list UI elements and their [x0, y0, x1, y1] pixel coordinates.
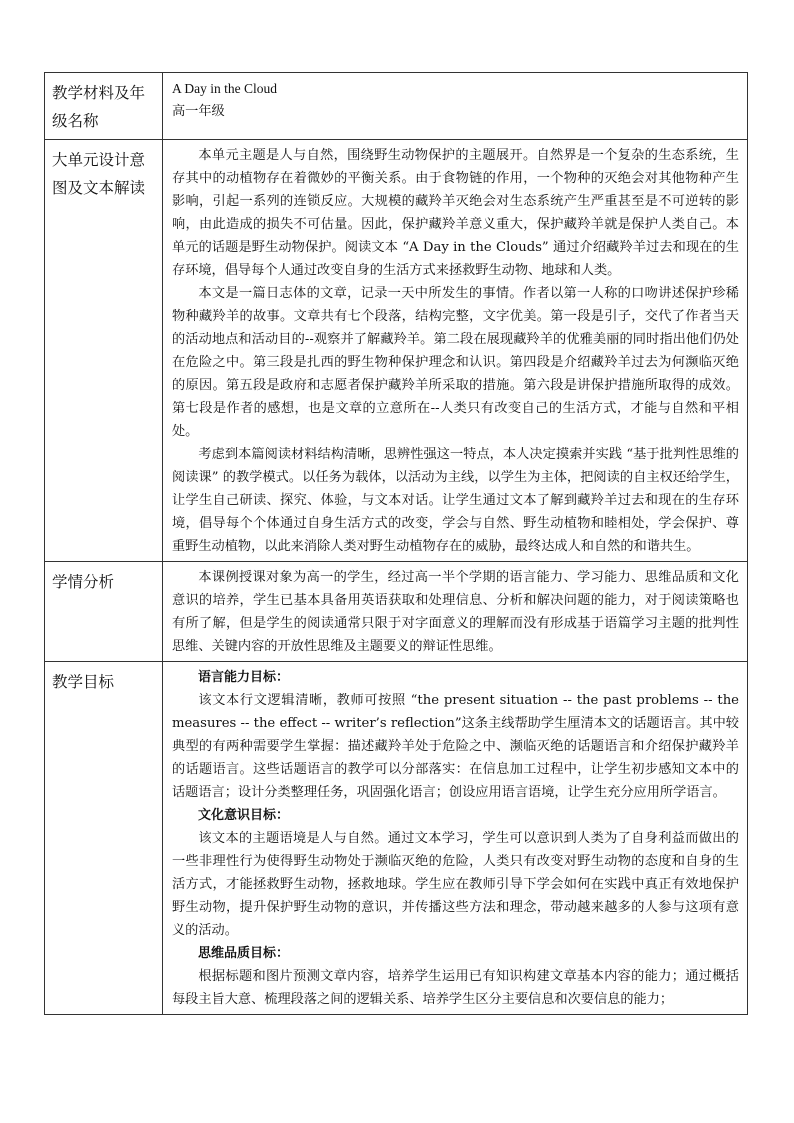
row-content-goals — [163, 662, 748, 1015]
table-row — [45, 562, 748, 662]
table-row — [45, 662, 748, 1015]
goal-text-thinking: 根据标题和图片预测文章内容，培养学生运用已有知识构建文章基本内容的能力；通过概括每段主旨大意、梳理段落之间的逻辑关系、培养学生区分主要信息和次要信息的能力； — [172, 969, 739, 1007]
row-content-material — [163, 73, 748, 140]
goal-text-language: 该文本行文逻辑清晰，教师可按照 “the present situation -- the past problems -- the measures -- the effect -- writer’s reflection”这条主线帮助学生厘清本文的话题语言。其中较典型的有两种需要学生掌握：描述藏羚羊处于危险之中、濒临灭绝的话题语言和介绍保护藏羚羊的话题语言。这些话题语言的教学可以分部落实：在信息加工过程中，让学生初步感知文本中的话题语言；设计分类整理任务，巩固强化语言；创设应用语言语境，让学生充分应用所学语言。 — [172, 693, 739, 800]
grade-level: 高一年级 — [172, 104, 225, 119]
row-label-goals: 教学目标 — [45, 662, 163, 1015]
row-label-material: 教学材料及年级名称 — [45, 73, 163, 140]
table-row — [45, 140, 748, 562]
goal-heading-thinking: 思维品质目标： — [198, 946, 290, 961]
design-paragraph-3: 考虑到本篇阅读材料结构清晰，思辨性强这一特点，本人决定摸索并实践 “基于批判性思维的阅读课” 的教学模式。以任务为载体，以活动为主线，以学生为主体，把阅读的自主权还给学生，让学生自己研读、探究、体验，与文本对话。让学生通过文本了解到藏羚羊过去和现在的生存环境，倡导每个个体通过自身生活方式的改变，学会与自然、野生动植物和睦相处，学会保护、尊重野生动植物，以此来消除人类对野生动植物存在的威胁，最终达成人和自然的和谐共生。 — [172, 447, 739, 554]
row-label-learner: 学情分析 — [45, 562, 163, 662]
goal-heading-culture: 文化意识目标： — [198, 808, 290, 823]
goal-text-culture: 该文本的主题语境是人与自然。通过文本学习，学生可以意识到人类为了自身利益而做出的一些非理性行为使得野生动物处于濒临灭绝的危险，人类只有改变对野生动物的态度和自身的生活方式，才能拯救野生动物，拯救地球。学生应在教师引导下学会如何在实践中真正有效地保护野生动物，提升保护野生动物的意识，并传播这些方法和理念，带动越来越多的人参与这项有意义的活动。 — [172, 831, 739, 938]
row-content-design — [163, 140, 748, 562]
design-paragraph-1: 本单元主题是人与自然，围绕野生动物保护的主题展开。自然界是一个复杂的生态系统，生存其中的动植物存在着微妙的平衡关系。由于食物链的作用，一个物种的灭绝会对其他物种产生影响，引起一系列的连锁反应。大规模的藏羚羊灭绝会对生态系统产生严重甚至是不可逆转的影响，由此造成的损失不可估量。因此，保护藏羚羊意义重大，保护藏羚羊就是保护人类自己。本单元的话题是野生动物保护。阅读文本 “A Day in the Clouds” 通过介绍藏羚羊过去和现在的生存环境，倡导每个人通过改变自身的生活方式来拯救野生动物、地球和人类。 — [172, 148, 739, 278]
goal-heading-language: 语言能力目标： — [198, 670, 290, 685]
row-label-design: 大单元设计意图及文本解读 — [45, 140, 163, 562]
row-content-learner — [163, 562, 748, 662]
material-title: A Day in the Cloud — [172, 81, 277, 96]
design-paragraph-2: 本文是一篇日志体的文章，记录一天中所发生的事情。作者以第一人称的口吻讲述保护珍稀物种藏羚羊的故事。文章共有七个段落，结构完整，文字优美。第一段是引子，交代了作者当天的活动地点和活动目的--观察并了解藏羚羊。第二段在展现藏羚羊的优雅美丽的同时指出他们仍处在危险之中。第三段是扎西的野生物种保护理念和认识。第四段是介绍藏羚羊过去为何濒临灭绝的原因。第五段是政府和志愿者保护藏羚羊所采取的措施。第六段是讲保护措施所取得的成效。第七段是作者的感想，也是文章的立意所在--人类只有改变自己的生活方式，才能与自然和平相处。 — [172, 286, 739, 439]
learner-paragraph: 本课例授课对象为高一的学生，经过高一半个学期的语言能力、学习能力、思维品质和文化意识的培养，学生已基本具备用英语获取和处理信息、分析和解决问题的能力，对于阅读策略也有所了解，但是学生的阅读通常只限于对字面意义的理解而没有形成基于语篇学习主题的批判性思维、关键内容的开放性思维及主题要义的辩证性思维。 — [172, 570, 739, 654]
lesson-plan-table — [44, 72, 748, 1015]
table-row — [45, 73, 748, 140]
